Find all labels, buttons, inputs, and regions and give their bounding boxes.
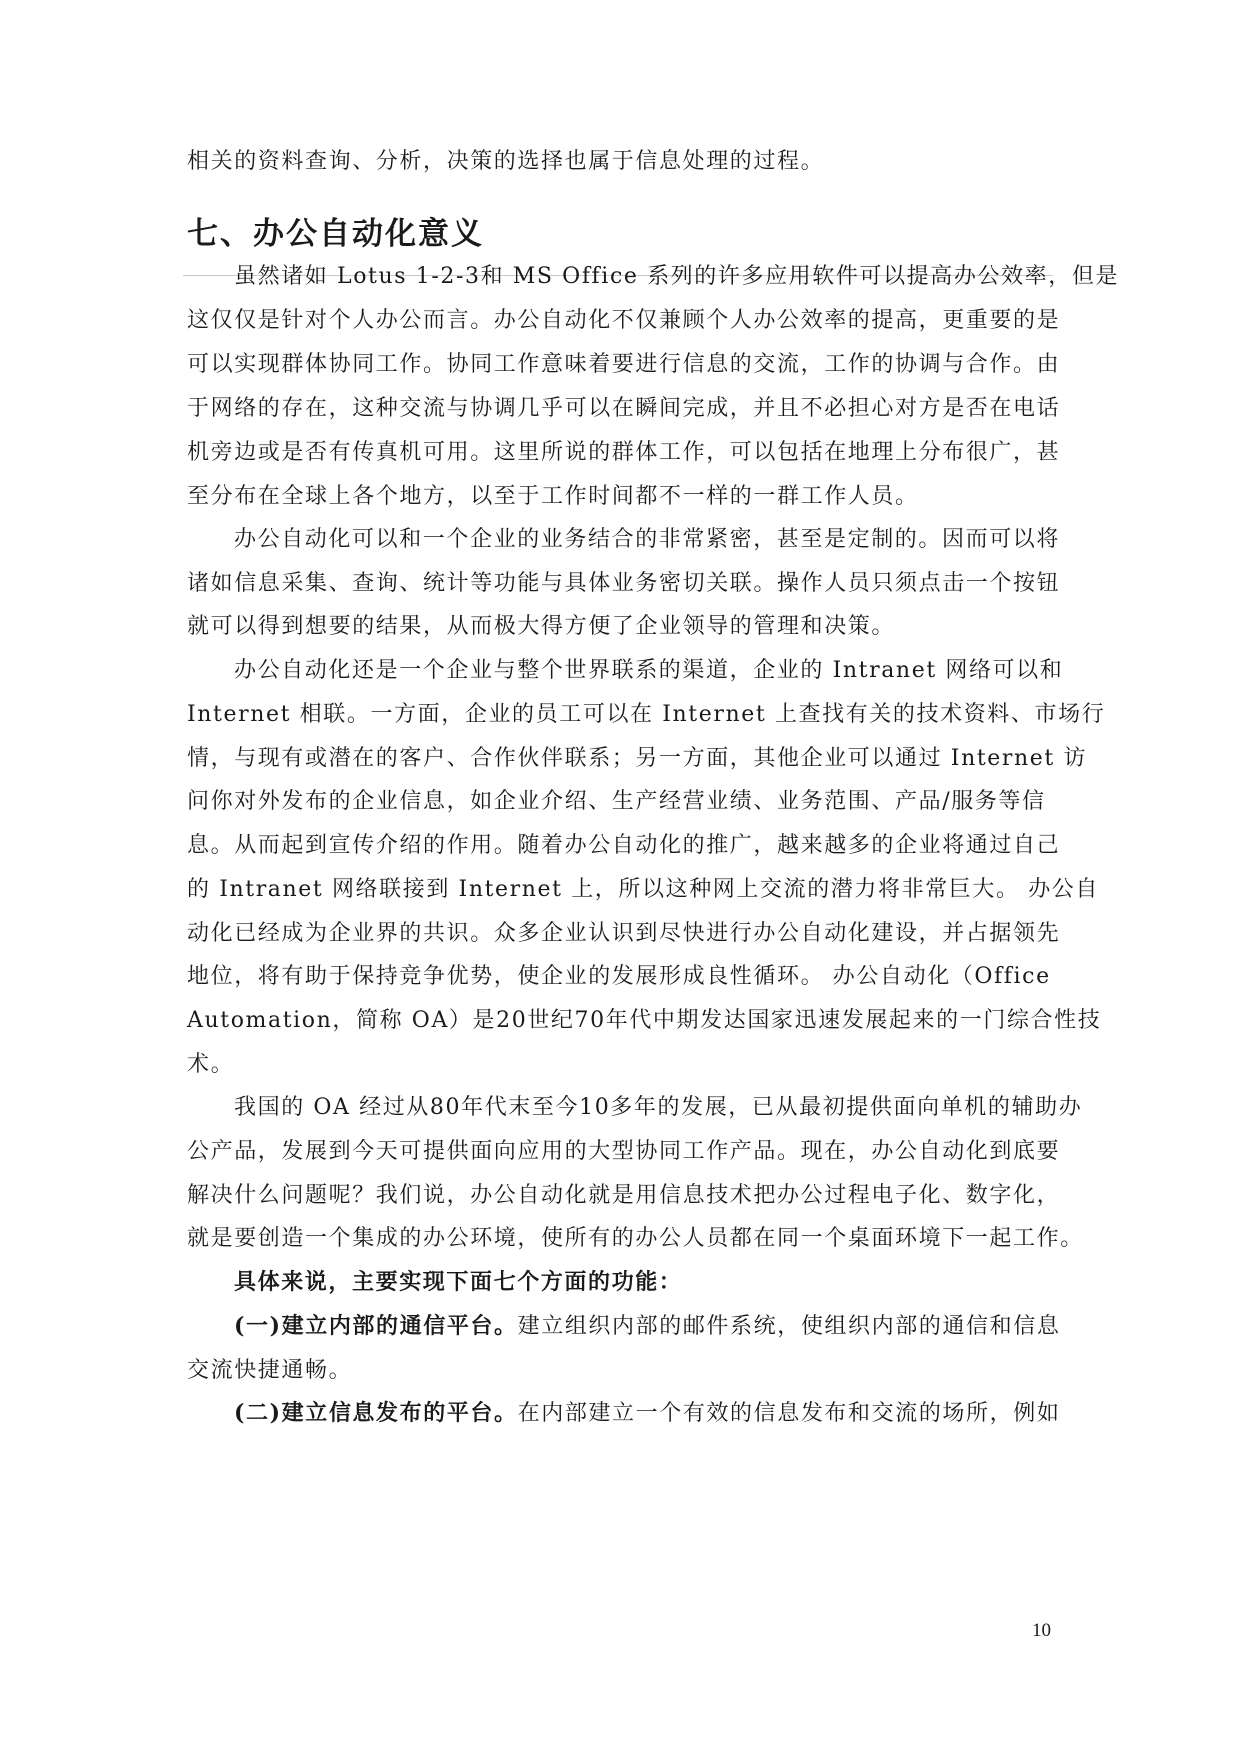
paragraph-3-line: 情，与现有或潜在的客户、合作伙伴联系；另一方面，其他企业可以通过 Internet 访 [187, 746, 1088, 771]
paragraph-2-line: 就可以得到想要的结果，从而极大得方便了企业领导的管理和决策。 [187, 614, 896, 639]
paragraph-4-line: 就是要创造一个集成的办公环境，使所有的办公人员都在同一个桌面环境下一起工作。 [187, 1226, 1084, 1251]
paragraph-4-line: 解决什么问题呢？我们说，办公自动化就是用信息技术把办公过程电子化、数字化， [187, 1183, 1061, 1208]
item-1-title: (一)建立内部的通信平台。 [234, 1313, 518, 1339]
paragraph-3-line: Internet 相联。一方面，企业的员工可以在 Internet 上查找有关的技术资料、市场行 [187, 702, 1106, 727]
paragraph-3-line: 术。 [187, 1052, 235, 1077]
functions-summary: 具体来说，主要实现下面七个方面的功能： [234, 1269, 683, 1295]
paragraph-1-line: 机旁边或是否有传真机可用。这里所说的群体工作，可以包括在地理上分布很广，甚 [187, 440, 1061, 465]
item-2-text: 在内部建立一个有效的信息发布和交流的场所，例如 [517, 1401, 1061, 1426]
paragraph-3-line: Automation，简称 OA）是20世纪70年代中期发达国家迅速发展起来的一门综合性技 [187, 1008, 1102, 1033]
paragraph-1-line: 这仅仅是针对个人办公而言。办公自动化不仅兼顾个人办公效率的提高，更重要的是 [187, 308, 1061, 333]
paragraph-1-line: 至分布在全球上各个地方，以至于工作时间都不一样的一群工作人员。 [187, 484, 919, 509]
paragraph-3-line: 地位，将有助于保持竞争优势，使企业的发展形成良性循环。 办公自动化（Office [187, 964, 1051, 989]
paragraph-3-line: 问你对外发布的企业信息，如企业介绍、生产经营业绩、业务范围、产品/服务等信 [187, 789, 1046, 814]
paragraph-3-line: 动化已经成为企业界的共识。众多企业认识到尽快进行办公自动化建设，并占据领先 [187, 921, 1061, 946]
paragraph-3-line: 的 Intranet 网络联接到 Internet 上，所以这种网上交流的潜力将非常巨大。 办公自 [187, 877, 1099, 902]
item-1-line-2: 交流快捷通畅。 [187, 1358, 353, 1383]
page-number: 10 [1032, 1620, 1051, 1641]
paragraph-3-line: 息。从而起到宣传介绍的作用。随着办公自动化的推广，越来越多的企业将通过自己 [187, 833, 1061, 858]
paragraph-1-line: 虽然诸如 Lotus 1-2-3和 MS Office 系列的许多应用软件可以提高办公效率，但是 [234, 264, 1120, 289]
item-2-title: (二)建立信息发布的平台。 [234, 1400, 518, 1426]
paragraph-4-line: 我国的 OA 经过从80年代末至今10多年的发展，已从最初提供面向单机的辅助办 [234, 1095, 1083, 1120]
paragraph-3-line: 办公自动化还是一个企业与整个世界联系的渠道，企业的 Intranet 网络可以和 [234, 658, 1064, 683]
paragraph-2-line: 诸如信息采集、查询、统计等功能与具体业务密切关联。操作人员只须点击一个按钮 [187, 571, 1061, 596]
paragraph-1-line: 于网络的存在，这种交流与协调几乎可以在瞬间完成，并且不必担心对方是否在电话 [187, 396, 1061, 421]
section-heading: 七、办公自动化意义 [187, 216, 484, 252]
paragraph-1-line: 可以实现群体协同工作。协同工作意味着要进行信息的交流，工作的协调与合作。由 [187, 352, 1061, 377]
paragraph-4-line: 公产品，发展到今天可提供面向应用的大型协同工作产品。现在，办公自动化到底要 [187, 1139, 1061, 1164]
item-2-line [234, 1396, 1060, 1427]
paragraph-2-line: 办公自动化可以和一个企业的业务结合的非常紧密，甚至是定制的。因而可以将 [234, 527, 1061, 552]
intro-line: 相关的资料查询、分析，决策的选择也属于信息处理的过程。 [187, 149, 825, 174]
item-1-line [234, 1309, 1060, 1340]
item-1-text: 建立组织内部的邮件系统，使组织内部的通信和信息 [517, 1314, 1061, 1339]
